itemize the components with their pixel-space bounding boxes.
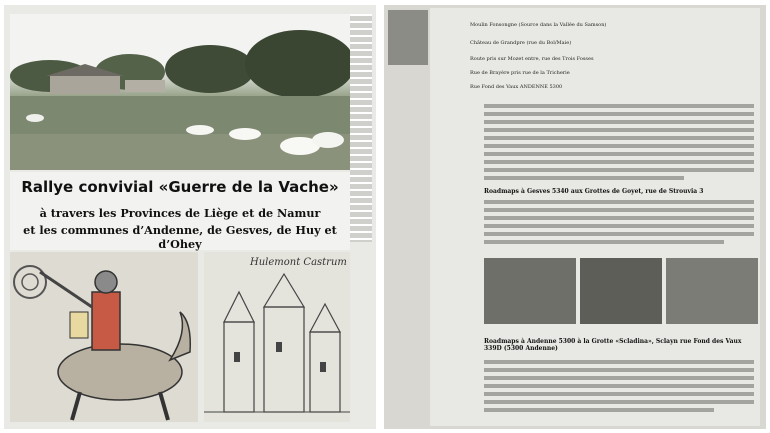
body-text-line bbox=[484, 232, 754, 236]
booklet-subtitle-line1: à travers les Provinces de Liège et de Namur bbox=[39, 206, 321, 220]
scladina-cave-photo bbox=[484, 258, 576, 324]
body-text-line bbox=[484, 160, 754, 164]
table-row: Rue Fond des Vaux ANDENNE 5300 bbox=[470, 84, 563, 90]
table-row: Moulin Fonsongne (Source dans la Vallée du Samson) bbox=[470, 22, 607, 28]
body-text-line bbox=[484, 136, 754, 140]
table-row: Château de Grandpre (rue du Bol/Maie) bbox=[470, 40, 572, 46]
body-text-line bbox=[484, 200, 754, 204]
body-text-line bbox=[484, 368, 754, 372]
body-text-line bbox=[484, 392, 754, 396]
body-text-line bbox=[484, 128, 754, 132]
body-text-line bbox=[484, 224, 754, 228]
cave-photo-thumbnail bbox=[388, 10, 428, 65]
table-row: Route pris sur Mozet entre, rue des Trois Fosses bbox=[470, 56, 594, 62]
body-text-line bbox=[484, 208, 754, 212]
chateau-photo bbox=[580, 258, 662, 324]
castle-engraving bbox=[204, 252, 350, 422]
body-text-line bbox=[484, 400, 754, 404]
body-text-line bbox=[484, 112, 754, 116]
body-text-line bbox=[484, 104, 754, 108]
body-text-line bbox=[484, 176, 684, 180]
route-heading-goyet: Roadmaps à Gesves 5340 aux Grottes de Goyet, rue de Strouvia 3 bbox=[484, 188, 704, 195]
side-text-strip bbox=[350, 14, 372, 242]
body-text-line bbox=[484, 360, 754, 364]
body-text-line bbox=[484, 144, 754, 148]
cows-field-photo bbox=[10, 14, 350, 170]
body-text-line bbox=[484, 408, 714, 412]
body-text-line bbox=[484, 240, 724, 244]
body-text-line bbox=[484, 376, 754, 380]
body-text-line bbox=[484, 152, 754, 156]
knight-illustration bbox=[10, 252, 198, 422]
body-text-line bbox=[484, 384, 754, 388]
body-text-line bbox=[484, 216, 754, 220]
route-heading-scladina: Roadmaps à Andenne 5300 à la Grotte «Scladina», Sclayn rue Fond des Vaux 339D (5300 Andenne) bbox=[484, 338, 742, 352]
booklet-subtitle-line2: et les communes d’Andenne, de Gesves, de Huy et d’Ohey bbox=[23, 223, 337, 251]
engraving-caption: Hulemont Castrum bbox=[250, 257, 347, 268]
body-text-line bbox=[484, 168, 754, 172]
booklet-title: Rallye convivial «Guerre de la Vache» bbox=[21, 178, 339, 196]
table-row: Rue de Brayère pris rue de la Tricherie bbox=[470, 70, 570, 76]
statues-photo bbox=[666, 258, 758, 324]
body-text-line bbox=[484, 120, 754, 124]
